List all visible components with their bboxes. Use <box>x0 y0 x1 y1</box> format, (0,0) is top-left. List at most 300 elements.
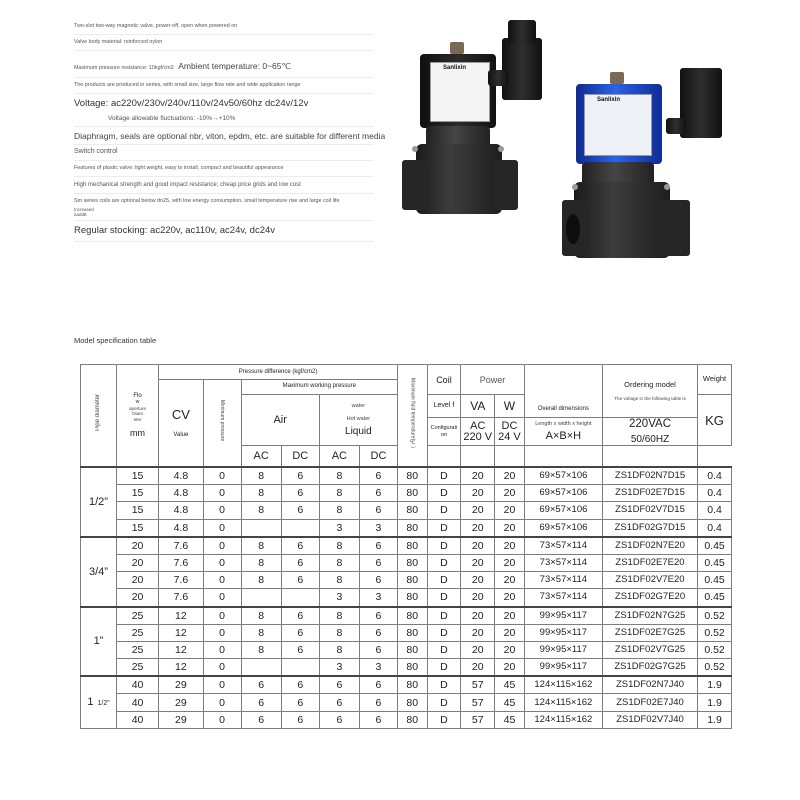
header-minimum-pressure: Minimum pressure <box>203 380 241 468</box>
spec-table <box>80 364 732 729</box>
cell-power-va: 57 <box>461 694 495 711</box>
feature-text: Maximum pressure resistance: 10kgf/cm2 <box>74 64 174 71</box>
cell-ordering-model: ZS1DF02G7D15 <box>602 519 697 537</box>
cell-max-temp: 80 <box>397 624 427 641</box>
cell-liquid-ac: 3 <box>319 589 359 607</box>
cell-min-pressure: 0 <box>203 485 241 502</box>
cell-min-pressure: 0 <box>203 641 241 658</box>
cell-air-ac <box>241 659 281 677</box>
cell-power-va: 20 <box>461 607 495 625</box>
cell-air-ac <box>241 519 281 537</box>
cell-coil-level: D <box>427 537 461 555</box>
header-pipe-diameter: Pipe diameter <box>81 365 117 468</box>
bolt <box>412 146 418 152</box>
cell-max-temp: 80 <box>397 711 427 728</box>
pipe-size-text: 3/4” <box>88 565 108 578</box>
feature-line: Switch control <box>74 148 118 156</box>
cell-cv: 7.6 <box>159 537 203 555</box>
cell-air-dc: 6 <box>281 572 319 589</box>
cell-liquid-dc: 6 <box>359 694 397 711</box>
cell-overall-dimensions: 69×57×106 <box>524 485 602 502</box>
cell-power-w: 45 <box>495 694 525 711</box>
cell-weight: 0.45 <box>698 554 732 571</box>
cell-max-temp: 80 <box>397 467 427 485</box>
cell-air-dc: 6 <box>281 676 319 694</box>
cell-weight: 0.4 <box>698 519 732 537</box>
cell-air-ac: 8 <box>241 537 281 555</box>
cell-air-ac: 8 <box>241 554 281 571</box>
divider <box>74 93 374 94</box>
cell-power-w: 20 <box>495 519 525 537</box>
cell-flow-aperture: 20 <box>116 554 158 571</box>
cell-power-va: 20 <box>461 589 495 607</box>
feature-line: Increased <box>74 207 94 213</box>
cell-weight: 0.52 <box>698 607 732 625</box>
cell-max-temp: 80 <box>397 641 427 658</box>
cell-liquid-dc: 6 <box>359 572 397 589</box>
cell-air-ac: 8 <box>241 467 281 485</box>
cell-overall-dimensions: 73×57×114 <box>524 572 602 589</box>
cell-air-dc: 6 <box>281 537 319 555</box>
cell-liquid-dc: 6 <box>359 502 397 519</box>
header-water-ac: AC <box>319 446 359 468</box>
cell-air-dc <box>281 589 319 607</box>
inlet-port <box>402 160 426 210</box>
cell-overall-dimensions: 124×115×162 <box>524 711 602 728</box>
header-weight: Weight <box>698 365 732 395</box>
divider <box>74 176 374 177</box>
cell-cv: 7.6 <box>159 572 203 589</box>
cell-power-va: 20 <box>461 641 495 658</box>
feature-line: High mechanical strength and good impact resistance; cheap price grids and low cost <box>74 181 301 188</box>
cell-flow-aperture: 15 <box>116 485 158 502</box>
cell-power-va: 57 <box>461 676 495 694</box>
table-row <box>81 641 732 658</box>
header-air: Air <box>241 395 319 446</box>
cell-ordering-model: ZS1DF02N7G25 <box>602 607 697 625</box>
brand-label: Sanlixin <box>443 65 467 71</box>
valve-body <box>574 182 670 258</box>
table-row <box>81 711 732 728</box>
cell-overall-dimensions: 124×115×162 <box>524 676 602 694</box>
header-dc24v: DC 24 V <box>495 418 525 446</box>
cell-pipe-diameter <box>81 676 117 728</box>
table-row <box>81 676 732 694</box>
cell-weight: 0.4 <box>698 485 732 502</box>
cell-cv: 29 <box>159 711 203 728</box>
header-configuration: Configurati on <box>427 418 461 446</box>
cell-cv: 4.8 <box>159 519 203 537</box>
cell-liquid-dc: 6 <box>359 537 397 555</box>
feature-line: Sm series coils are optional below dn25, with low energy consumption, small temperature rise and large coil life <box>74 197 340 204</box>
cell-overall-dimensions: 73×57×114 <box>524 589 602 607</box>
cell-max-temp: 80 <box>397 659 427 677</box>
cell-flow-aperture: 40 <box>116 676 158 694</box>
pipe-size-fraction: 1/2” <box>97 699 110 707</box>
cell-air-ac: 8 <box>241 502 281 519</box>
cell-power-w: 20 <box>495 641 525 658</box>
cell-cv: 29 <box>159 676 203 694</box>
cell-liquid-ac: 8 <box>319 641 359 658</box>
cell-coil-level: D <box>427 519 461 537</box>
cell-min-pressure: 0 <box>203 519 241 537</box>
cell-liquid-ac: 3 <box>319 659 359 677</box>
cell-max-temp: 80 <box>397 485 427 502</box>
cell-ordering-model: ZS1DF02E7G25 <box>602 624 697 641</box>
header-ordering-voltage: 220VAC 50/60HZ <box>602 418 697 446</box>
cell-min-pressure: 0 <box>203 572 241 589</box>
cell-pipe-diameter <box>81 467 117 537</box>
table-caption: Model specification table <box>74 336 157 345</box>
cell-power-va: 20 <box>461 572 495 589</box>
feature-list <box>74 23 386 247</box>
header-water-dc: DC <box>359 446 397 468</box>
cell-power-w: 20 <box>495 502 525 519</box>
cell-overall-dimensions: 73×57×114 <box>524 554 602 571</box>
pipe-size-text: 1/2” <box>88 495 108 508</box>
cell-air-dc: 6 <box>281 467 319 485</box>
cell-cv: 7.6 <box>159 589 203 607</box>
header-air-dc: DC <box>281 446 319 468</box>
header-kg: KG <box>698 395 732 446</box>
cell-coil-level: D <box>427 624 461 641</box>
cell-coil-level: D <box>427 641 461 658</box>
cell-power-va: 57 <box>461 711 495 728</box>
cell-pipe-diameter <box>81 607 117 677</box>
cell-max-temp: 80 <box>397 572 427 589</box>
cell-weight: 0.45 <box>698 572 732 589</box>
header-spacer <box>427 446 461 468</box>
cell-ordering-model: ZS1DF02V7G25 <box>602 641 697 658</box>
header-spacer <box>602 446 697 468</box>
cell-air-ac: 6 <box>241 711 281 728</box>
cell-flow-aperture: 25 <box>116 607 158 625</box>
cell-power-va: 20 <box>461 467 495 485</box>
divider <box>74 77 374 78</box>
cell-coil-level: D <box>427 485 461 502</box>
table-row <box>81 624 732 641</box>
table-row <box>81 485 732 502</box>
feature-line: aaddtt <box>74 212 87 218</box>
outlet-port <box>494 160 518 210</box>
cell-liquid-ac: 8 <box>319 607 359 625</box>
cell-weight: 0.4 <box>698 467 732 485</box>
cell-min-pressure: 0 <box>203 537 241 555</box>
bolt <box>664 184 670 190</box>
cell-weight: 1.9 <box>698 694 732 711</box>
cell-power-va: 20 <box>461 519 495 537</box>
cell-max-temp: 80 <box>397 519 427 537</box>
cell-ordering-model: ZS1DF02G7G25 <box>602 659 697 677</box>
cell-power-va: 20 <box>461 485 495 502</box>
cell-liquid-dc: 6 <box>359 467 397 485</box>
cell-power-w: 20 <box>495 572 525 589</box>
header-spacer <box>461 446 495 468</box>
cell-liquid-ac: 3 <box>319 519 359 537</box>
cell-coil-level: D <box>427 589 461 607</box>
port-opening <box>566 214 580 244</box>
header-flow-aperture: Flo w aperture Diam eter mm <box>116 365 158 468</box>
table-row <box>81 537 732 555</box>
nameplate <box>430 62 490 122</box>
table-row <box>81 607 732 625</box>
feature-line: Features of plastic valve: light weight, easy to install, compact and beautiful appearance <box>74 165 284 172</box>
cell-min-pressure: 0 <box>203 694 241 711</box>
cell-power-w: 20 <box>495 485 525 502</box>
cell-power-w: 20 <box>495 624 525 641</box>
cell-air-ac: 6 <box>241 676 281 694</box>
connector-arm <box>488 70 508 86</box>
cell-max-temp: 80 <box>397 676 427 694</box>
header-power: Power <box>461 365 524 395</box>
cell-min-pressure: 0 <box>203 607 241 625</box>
cell-flow-aperture: 15 <box>116 519 158 537</box>
cell-overall-dimensions: 73×57×114 <box>524 537 602 555</box>
cell-air-ac: 8 <box>241 624 281 641</box>
feature-line <box>74 56 374 74</box>
cell-weight: 1.9 <box>698 711 732 728</box>
valve-body <box>416 144 502 214</box>
cell-liquid-ac: 8 <box>319 502 359 519</box>
cell-cv: 4.8 <box>159 485 203 502</box>
cell-flow-aperture: 25 <box>116 659 158 677</box>
cell-min-pressure: 0 <box>203 467 241 485</box>
feature-line: Regular stocking: ac220v, ac110v, ac24v, dc24v <box>74 225 276 237</box>
cell-ordering-model: ZS1DF02E7D15 <box>602 485 697 502</box>
cell-ordering-model: ZS1DF02G7E20 <box>602 589 697 607</box>
cell-coil-level: D <box>427 502 461 519</box>
cell-air-ac <box>241 589 281 607</box>
cell-liquid-dc: 3 <box>359 519 397 537</box>
cell-liquid-ac: 6 <box>319 711 359 728</box>
table-row <box>81 467 732 485</box>
cell-cv: 4.8 <box>159 502 203 519</box>
bolt <box>498 146 504 152</box>
table-row <box>81 502 732 519</box>
header-water: water Hot water Liquid <box>319 395 397 446</box>
cell-air-ac: 8 <box>241 641 281 658</box>
cell-overall-dimensions: 69×57×106 <box>524 467 602 485</box>
cell-power-w: 20 <box>495 537 525 555</box>
cell-coil-level: D <box>427 694 461 711</box>
header-spacer <box>495 446 525 468</box>
feature-line: Diaphragm, seals are optional nbr, viton, epdm, etc. are suitable for different media <box>74 130 386 141</box>
cell-overall-dimensions: 99×95×117 <box>524 659 602 677</box>
cell-flow-aperture: 40 <box>116 711 158 728</box>
cell-power-va: 20 <box>461 659 495 677</box>
cell-power-w: 20 <box>495 554 525 571</box>
cell-weight: 0.45 <box>698 589 732 607</box>
feature-line: The products are produced in series, with small size, large flow rate and wide application range <box>74 82 301 89</box>
cell-power-va: 20 <box>461 624 495 641</box>
nameplate <box>584 94 652 156</box>
cell-flow-aperture: 25 <box>116 641 158 658</box>
cell-ordering-model: ZS1DF02N7J40 <box>602 676 697 694</box>
cell-air-dc <box>281 659 319 677</box>
nut <box>610 72 624 84</box>
cell-coil-level: D <box>427 676 461 694</box>
cell-min-pressure: 0 <box>203 676 241 694</box>
divider <box>74 126 374 127</box>
cell-flow-aperture: 20 <box>116 537 158 555</box>
cell-max-temp: 80 <box>397 537 427 555</box>
cell-air-dc: 6 <box>281 711 319 728</box>
cell-min-pressure: 0 <box>203 711 241 728</box>
cell-weight: 0.52 <box>698 624 732 641</box>
cell-max-temp: 80 <box>397 554 427 571</box>
cell-liquid-ac: 8 <box>319 572 359 589</box>
cell-flow-aperture: 20 <box>116 572 158 589</box>
cell-liquid-dc: 6 <box>359 485 397 502</box>
divider <box>74 34 374 35</box>
cell-ordering-model: ZS1DF02E7J40 <box>602 694 697 711</box>
header-ac220v: AC 220 V <box>461 418 495 446</box>
cell-air-ac: 6 <box>241 694 281 711</box>
cell-max-temp: 80 <box>397 694 427 711</box>
cell-weight: 0.45 <box>698 537 732 555</box>
header-overall-dimensions: Overall dimensions <box>524 365 602 418</box>
valve-image-black-coil <box>398 20 558 220</box>
cell-air-dc: 6 <box>281 607 319 625</box>
header-max-temp: Maximum fluid temperature(℃) <box>397 365 427 468</box>
cell-cv: 7.6 <box>159 554 203 571</box>
cell-air-dc: 6 <box>281 554 319 571</box>
cell-overall-dimensions: 99×95×117 <box>524 624 602 641</box>
header-ordering-model: Ordering model The voltage in the following table is <box>602 365 697 418</box>
cell-air-dc: 6 <box>281 624 319 641</box>
cell-ordering-model: ZS1DF02N7E20 <box>602 537 697 555</box>
header-pressure-difference: Pressure difference (kgf/cm2) <box>159 365 398 380</box>
table-row <box>81 589 732 607</box>
cell-power-w: 20 <box>495 659 525 677</box>
feature-text: Ambient temperature: 0~65℃ <box>178 60 292 71</box>
cell-min-pressure: 0 <box>203 659 241 677</box>
feature-line: Voltage: ac220v/230v/240v/110v/24v50/60hz dc24v/12v <box>74 98 309 110</box>
pipe-size-text: 1 <box>87 695 94 708</box>
cell-liquid-ac: 8 <box>319 624 359 641</box>
cell-ordering-model: ZS1DF02V7D15 <box>602 502 697 519</box>
cell-liquid-ac: 6 <box>319 694 359 711</box>
cell-ordering-model: ZS1DF02V7J40 <box>602 711 697 728</box>
cell-air-ac: 8 <box>241 485 281 502</box>
cell-weight: 0.52 <box>698 659 732 677</box>
cell-liquid-ac: 6 <box>319 676 359 694</box>
divider <box>74 220 374 221</box>
connector-arm <box>666 118 686 134</box>
cell-liquid-dc: 6 <box>359 624 397 641</box>
cell-ordering-model: ZS1DF02N7D15 <box>602 467 697 485</box>
cell-air-dc: 6 <box>281 641 319 658</box>
cell-min-pressure: 0 <box>203 554 241 571</box>
feature-line: Voltage allowable fluctuations: -10%→+10% <box>108 114 236 122</box>
divider <box>74 160 374 161</box>
cell-cv: 29 <box>159 694 203 711</box>
header-air-ac: AC <box>241 446 281 468</box>
cell-liquid-dc: 6 <box>359 641 397 658</box>
cell-air-ac: 8 <box>241 607 281 625</box>
spec-table-body <box>81 467 732 728</box>
cell-cv: 12 <box>159 659 203 677</box>
header-coil: Coil <box>427 365 461 395</box>
outlet-port <box>660 200 690 256</box>
cell-max-temp: 80 <box>397 607 427 625</box>
cell-min-pressure: 0 <box>203 624 241 641</box>
cell-overall-dimensions: 99×95×117 <box>524 607 602 625</box>
cell-air-dc <box>281 519 319 537</box>
cell-liquid-ac: 8 <box>319 467 359 485</box>
din-connector <box>502 38 542 100</box>
cell-power-va: 20 <box>461 502 495 519</box>
header-cv: CV Value <box>159 380 203 468</box>
cell-coil-level: D <box>427 711 461 728</box>
cell-coil-level: D <box>427 572 461 589</box>
cell-liquid-ac: 8 <box>319 554 359 571</box>
header-max-working: Maximum working pressure <box>241 380 397 395</box>
cell-liquid-dc: 3 <box>359 589 397 607</box>
cell-liquid-dc: 3 <box>359 659 397 677</box>
cell-max-temp: 80 <box>397 502 427 519</box>
cell-cv: 12 <box>159 607 203 625</box>
divider <box>74 50 374 51</box>
cell-ordering-model: ZS1DF02V7E20 <box>602 572 697 589</box>
cell-min-pressure: 0 <box>203 502 241 519</box>
table-row <box>81 659 732 677</box>
cell-liquid-dc: 6 <box>359 676 397 694</box>
cell-overall-dimensions: 124×115×162 <box>524 694 602 711</box>
nut <box>450 42 464 54</box>
cell-cv: 12 <box>159 641 203 658</box>
cell-air-dc: 6 <box>281 485 319 502</box>
cell-pipe-diameter <box>81 537 117 607</box>
cell-flow-aperture: 20 <box>116 589 158 607</box>
divider <box>74 193 374 194</box>
cell-air-dc: 6 <box>281 694 319 711</box>
cell-overall-dimensions: 69×57×106 <box>524 519 602 537</box>
cell-cv: 12 <box>159 624 203 641</box>
cell-overall-dimensions: 99×95×117 <box>524 641 602 658</box>
pipe-size-text: 1” <box>93 635 104 648</box>
cell-weight: 0.52 <box>698 641 732 658</box>
bolt <box>572 184 578 190</box>
cell-flow-aperture: 15 <box>116 467 158 485</box>
cell-flow-aperture: 15 <box>116 502 158 519</box>
table-row <box>81 519 732 537</box>
table-row <box>81 572 732 589</box>
brand-label: Sanlixin <box>597 97 621 103</box>
cell-power-w: 20 <box>495 467 525 485</box>
cell-liquid-dc: 6 <box>359 607 397 625</box>
cell-power-w: 45 <box>495 711 525 728</box>
valve-image-blue-coil <box>562 58 732 268</box>
cell-coil-level: D <box>427 607 461 625</box>
cell-ordering-model: ZS1DF02E7E20 <box>602 554 697 571</box>
divider <box>74 241 374 242</box>
cell-power-w: 20 <box>495 589 525 607</box>
cable-gland <box>508 20 536 44</box>
cell-coil-level: D <box>427 467 461 485</box>
cell-overall-dimensions: 69×57×106 <box>524 502 602 519</box>
header-w: W <box>495 395 525 418</box>
cell-coil-level: D <box>427 659 461 677</box>
cell-coil-level: D <box>427 554 461 571</box>
cell-cv: 4.8 <box>159 467 203 485</box>
cell-power-va: 20 <box>461 537 495 555</box>
cell-max-temp: 80 <box>397 589 427 607</box>
cell-air-ac: 8 <box>241 572 281 589</box>
table-row <box>81 694 732 711</box>
header-level: Level f <box>427 395 461 418</box>
divider <box>74 144 374 145</box>
